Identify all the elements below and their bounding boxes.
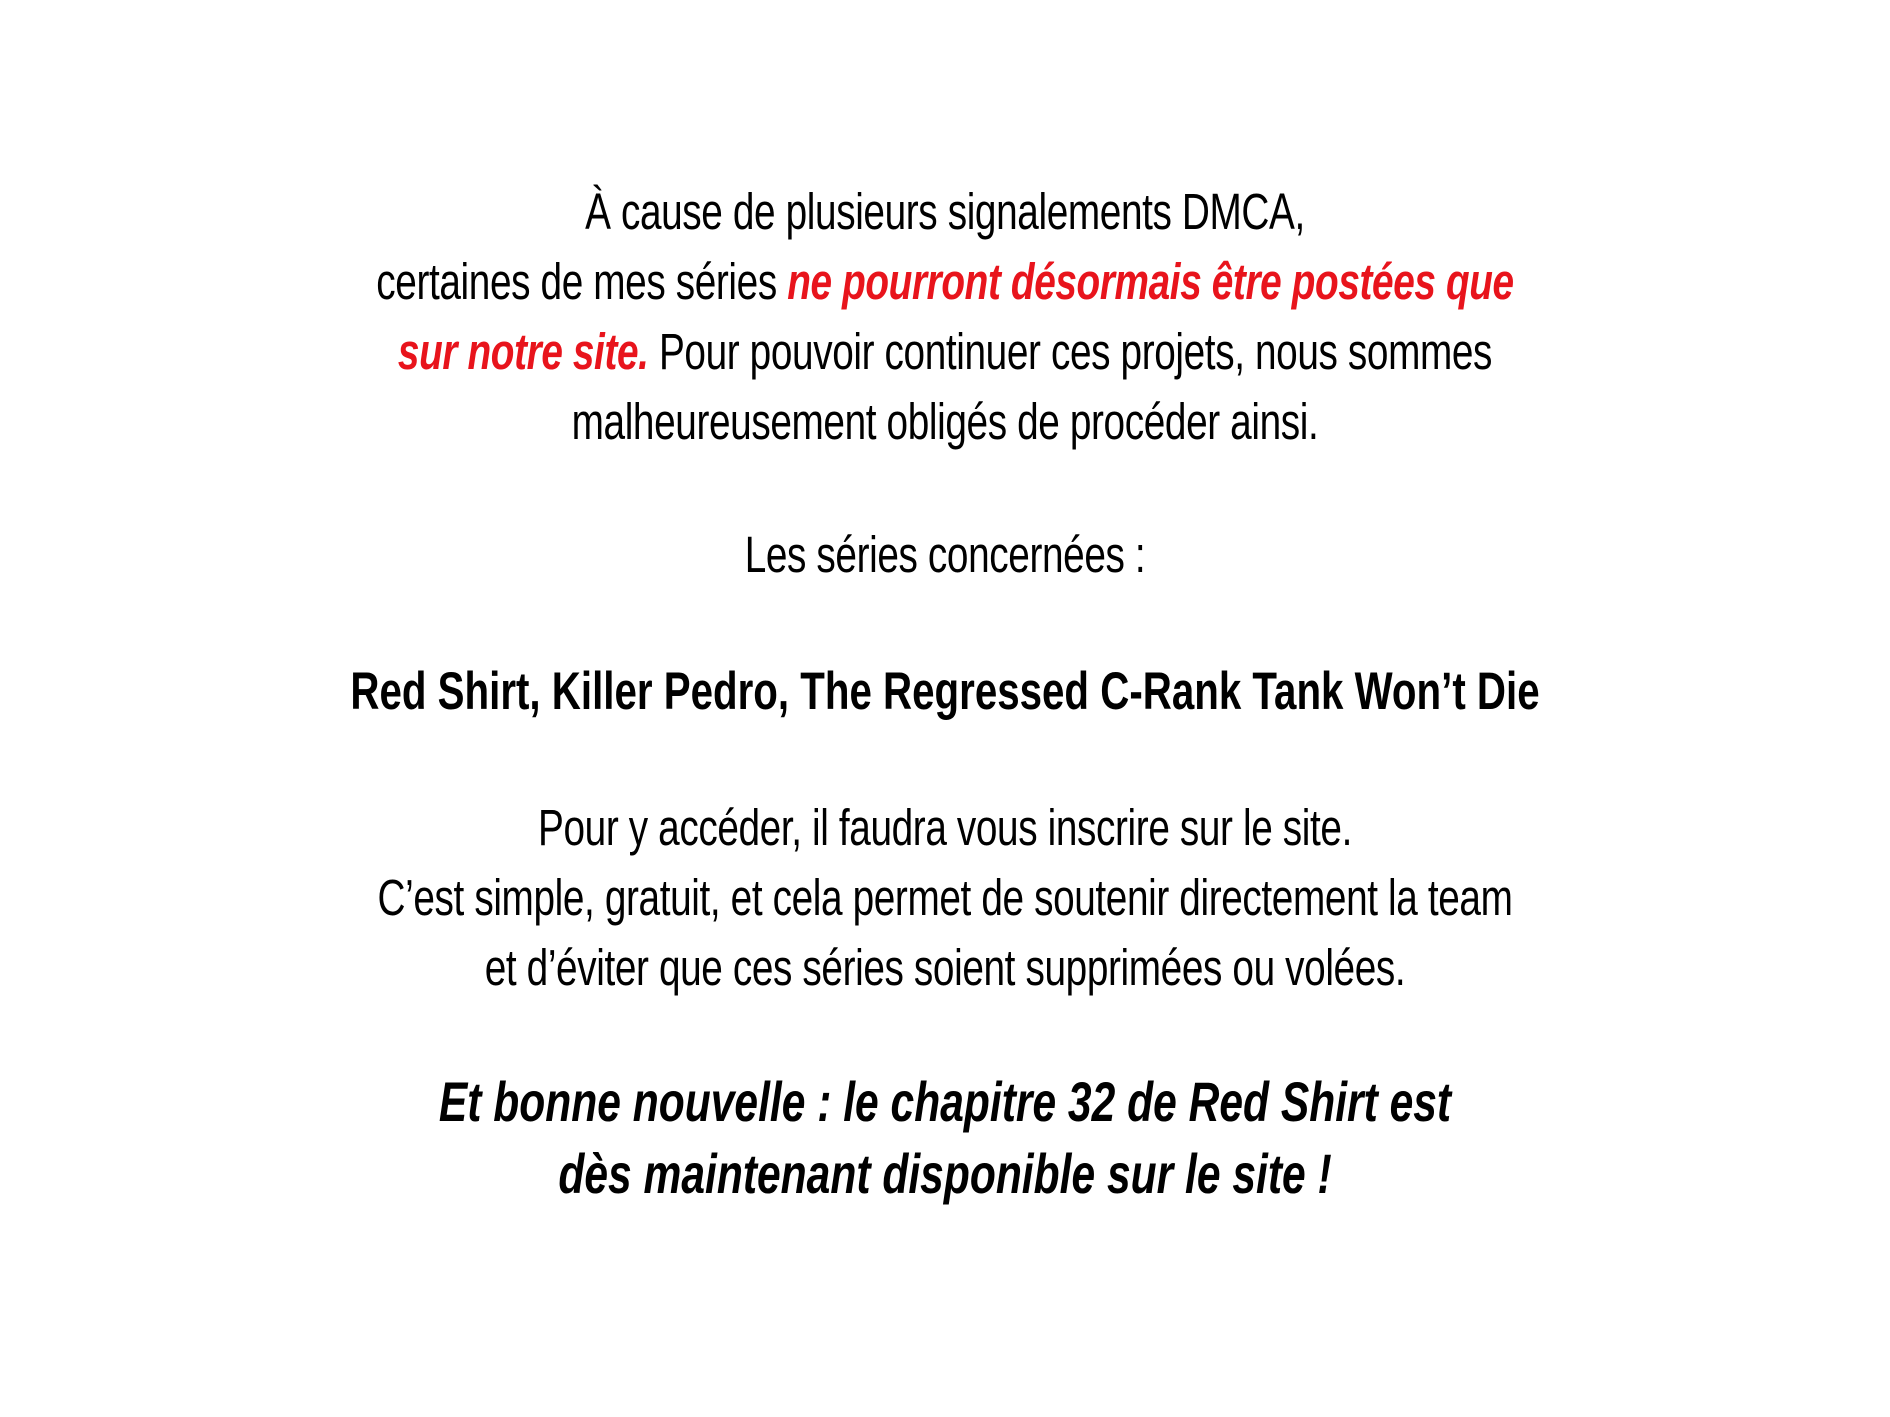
intro-line-2 [227,247,1663,317]
intro-paragraph [227,177,1663,457]
series-label-block [227,520,1663,590]
intro-highlight-part-1: ne pourront désormais être postées que [787,253,1514,310]
access-line-1: Pour y accéder, il faudra vous inscrire sur le site. [538,799,1352,856]
intro-line-3 [227,317,1663,387]
intro-line-1: À cause de plusieurs signalements DMCA, [585,183,1305,240]
good-news-line-2: dès maintenant disponible sur le site ! [558,1142,1332,1205]
good-news-line-1: Et bonne nouvelle : le chapitre 32 de Red Shirt est [438,1070,1452,1133]
series-list: Red Shirt, Killer Pedro, The Regressed C-Rank Tank Won’t Die [350,662,1540,721]
intro-line-4: malheureusement obligés de procéder ainsi. [571,393,1319,450]
intro-line-3-text: Pour pouvoir continuer ces projets, nous sommes [648,323,1493,380]
series-label: Les séries concernées : [744,526,1146,583]
series-list-block [227,657,1663,727]
intro-highlight-part-2: sur notre site. [397,323,649,380]
intro-line-2-text: certaines de mes séries [376,253,788,310]
good-news-paragraph [227,1066,1663,1210]
access-paragraph [227,793,1663,1003]
access-line-3: et d’éviter que ces séries soient supprimées ou volées. [484,939,1406,996]
access-line-2: C’est simple, gratuit, et cela permet de soutenir directement la team [377,869,1513,926]
